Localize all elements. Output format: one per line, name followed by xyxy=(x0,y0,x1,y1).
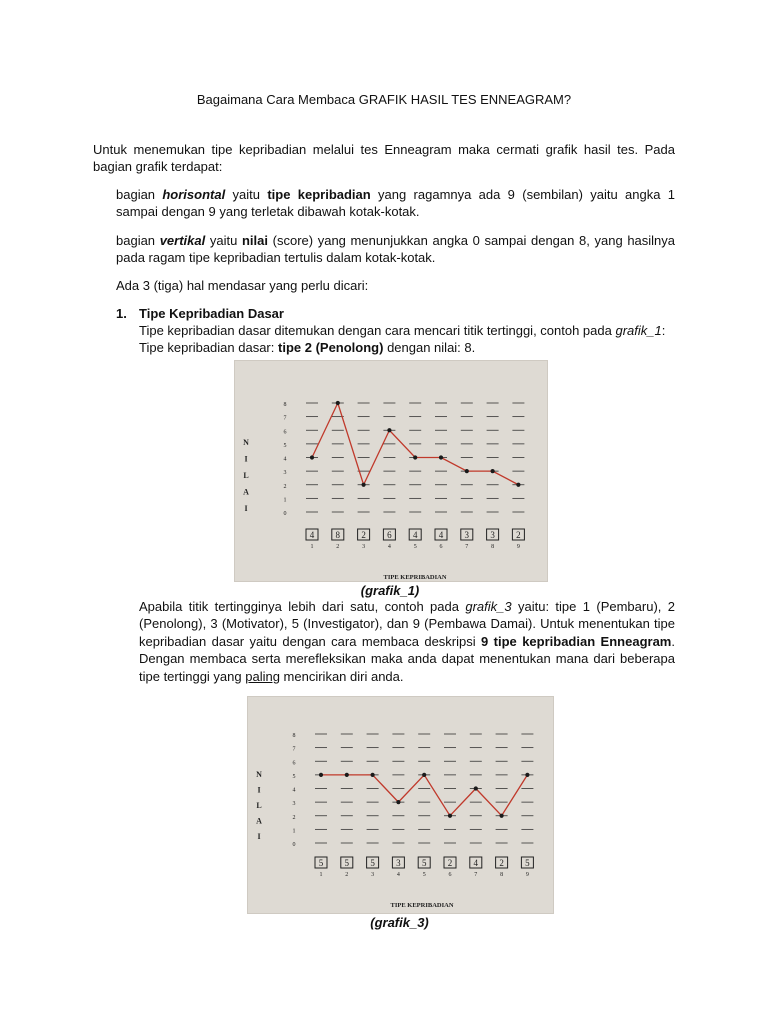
fundamentals-intro: Ada 3 (tiga) hal mendasar yang perlu dicari: xyxy=(116,278,369,293)
chart-photo-grafik-3 xyxy=(247,696,554,914)
figure-reference: grafik_1 xyxy=(615,323,662,338)
keyword-vertikal: vertikal xyxy=(159,233,206,248)
y-axis-label-letter: I xyxy=(244,454,248,464)
multiple-highest-paragraph xyxy=(139,598,675,685)
keyword-tipe-kepribadian: tipe kepribadian xyxy=(267,187,371,202)
data-point xyxy=(516,483,520,487)
score-box-value: 2 xyxy=(516,530,521,540)
data-point xyxy=(474,786,478,790)
y-axis-label-letter: I xyxy=(244,504,248,513)
x-tick-label: 1 xyxy=(310,544,314,550)
list-number: 1. xyxy=(116,306,127,321)
score-box-value: 3 xyxy=(490,530,495,540)
y-axis-label-letter: L xyxy=(256,801,262,810)
y-axis-label-letter: A xyxy=(256,816,262,826)
y-tick-label: 0 xyxy=(292,842,296,848)
y-tick-label: 5 xyxy=(292,773,296,780)
text-span: (score) yang menunjukkan angka 0 sampai dengan 8, yang hasilnya pada ragam tipe kepribadian tertulis dalam kotak-kotak. xyxy=(116,233,676,266)
data-point xyxy=(345,773,349,777)
text-span: : xyxy=(661,323,666,338)
text-span: bagian xyxy=(116,187,163,202)
x-tick-label: 2 xyxy=(336,544,340,550)
x-axis-title: TIPE KEPRIBADIAN xyxy=(383,574,447,581)
y-tick-label: 7 xyxy=(292,746,296,753)
score-box-value: 4 xyxy=(412,530,418,540)
y-tick-label: 7 xyxy=(283,415,287,422)
data-point xyxy=(491,469,495,473)
text-span: Tipe kepribadian dasar: xyxy=(139,340,278,356)
score-box-value: 5 xyxy=(318,858,324,868)
y-tick-label: 8 xyxy=(292,733,296,739)
x-tick-label: 3 xyxy=(362,544,366,550)
x-tick-label: 8 xyxy=(500,872,504,878)
y-tick-label: 8 xyxy=(283,402,287,408)
x-tick-label: 5 xyxy=(413,544,417,550)
data-point xyxy=(448,814,452,818)
score-box-value: 5 xyxy=(370,858,375,868)
x-tick-label: 7 xyxy=(465,544,469,550)
text-span: mencirikan diri anda. xyxy=(279,668,404,684)
x-tick-label: 7 xyxy=(474,872,478,878)
score-box-value: 4 xyxy=(309,530,315,540)
y-tick-label: 3 xyxy=(283,470,287,477)
data-point xyxy=(319,773,323,777)
y-axis-label-letter: I xyxy=(257,785,261,795)
y-tick-label: 1 xyxy=(292,828,296,835)
keyword-nilai: nilai xyxy=(241,233,268,248)
keyword-horisontal: horisontal xyxy=(162,187,226,202)
data-point xyxy=(336,401,340,405)
list-item-title: Tipe Kepribadian Dasar xyxy=(139,306,284,321)
data-point xyxy=(310,455,314,459)
score-box-value: 2 xyxy=(361,530,366,540)
data-point xyxy=(525,773,529,777)
y-tick-label: 2 xyxy=(292,814,296,821)
chart-photo-grafik-1 xyxy=(234,360,548,582)
score-box-value: 4 xyxy=(473,858,479,868)
highlight-type: tipe 2 (Penolong) xyxy=(278,340,384,356)
data-point xyxy=(371,773,375,777)
text-span: yaitu xyxy=(205,233,242,248)
data-point xyxy=(422,773,426,777)
y-axis-label-letter: N xyxy=(256,770,262,779)
text-span: bagian xyxy=(116,233,160,248)
data-point xyxy=(387,428,391,432)
score-box-value: 2 xyxy=(447,858,453,868)
y-axis-label-letter: N xyxy=(243,438,249,447)
data-point xyxy=(413,455,417,459)
text-span: Apabila titik tertingginya lebih dari satu, contoh pada xyxy=(139,599,466,614)
x-tick-label: 5 xyxy=(422,872,426,878)
x-tick-label: 8 xyxy=(491,544,495,550)
y-axis-label-letter: A xyxy=(243,487,249,497)
y-tick-label: 2 xyxy=(283,483,287,490)
x-tick-label: 1 xyxy=(319,872,323,878)
score-box-value: 5 xyxy=(525,858,530,868)
data-point xyxy=(396,800,400,804)
data-point xyxy=(500,814,504,818)
y-tick-label: 6 xyxy=(292,760,296,767)
data-point xyxy=(362,483,366,487)
highlight-nine-types: 9 tipe kepribadian Enneagram xyxy=(481,633,672,649)
text-span: yaitu: tipe 1 (Pembaru), 2 (Penolong), 3 (Motivator), 5 (Investigator), dan 9 (Pembawa Damai). Untuk menentukan tipe kepribadian dasar yaitu dengan cara membaca deskripsi xyxy=(139,599,675,649)
score-box-value: 5 xyxy=(421,858,427,868)
text-span: Tipe kepribadian dasar ditemukan dengan cara mencari titik tertinggi, contoh pada xyxy=(139,323,616,338)
caption-grafik-1: (grafik_1) xyxy=(360,583,420,598)
figure-reference: grafik_3 xyxy=(465,599,512,614)
y-tick-label: 0 xyxy=(283,511,287,517)
list-item-description xyxy=(139,322,675,357)
text-span: . Dengan membaca serta merefleksikan maka anda dapat menentukan mana dari beberapa tipe tertinggi yang xyxy=(139,633,675,684)
score-box-value: 2 xyxy=(499,858,504,868)
text-span: dengan nilai: 8. xyxy=(383,340,476,356)
y-axis-label-letter: L xyxy=(243,471,249,480)
caption-grafik-3: (grafik_3) xyxy=(370,915,429,930)
text-span: yaitu xyxy=(225,187,268,202)
y-axis-label-letter: I xyxy=(257,832,261,841)
x-tick-label: 6 xyxy=(448,872,452,878)
score-box-value: 5 xyxy=(344,858,350,868)
x-tick-label: 4 xyxy=(396,872,400,878)
x-tick-label: 6 xyxy=(439,544,443,550)
x-tick-label: 2 xyxy=(345,872,349,878)
document-title: Bagaimana Cara Membaca GRAFIK HASIL TES ENNEAGRAM? xyxy=(196,92,572,107)
x-tick-label: 4 xyxy=(387,544,391,550)
x-axis-title: TIPE KEPRIBADIAN xyxy=(390,902,454,909)
y-tick-label: 4 xyxy=(283,456,287,463)
score-box-value: 3 xyxy=(464,530,470,540)
y-tick-label: 1 xyxy=(283,497,287,504)
x-tick-label: 9 xyxy=(525,872,529,878)
score-box-value: 8 xyxy=(335,530,341,540)
underlined-word: paling xyxy=(245,668,280,684)
intro-paragraph: Untuk menemukan tipe kepribadian melalui tes Enneagram maka cermati grafik hasil tes. Pada bagian grafik terdapat: xyxy=(93,142,675,175)
y-tick-label: 3 xyxy=(292,801,296,808)
y-tick-label: 5 xyxy=(283,442,287,449)
score-box-value: 3 xyxy=(396,858,401,868)
score-box-value: 4 xyxy=(438,530,444,540)
chart-grafik-3 xyxy=(248,697,553,913)
y-tick-label: 4 xyxy=(292,787,296,794)
data-point xyxy=(439,455,443,459)
y-tick-label: 6 xyxy=(283,429,287,436)
x-tick-label: 3 xyxy=(371,872,375,878)
score-box-value: 6 xyxy=(387,530,392,540)
data-point xyxy=(465,469,469,473)
series-line xyxy=(321,775,527,816)
chart-grafik-1 xyxy=(235,361,547,581)
vertical-description xyxy=(116,232,675,267)
text-span: yang ragamnya ada 9 (sembilan) yaitu angka 1 sampai dengan 9 yang terletak dibawah kotak-kotak. xyxy=(116,187,675,220)
x-tick-label: 9 xyxy=(516,544,520,550)
horizontal-description xyxy=(116,186,675,221)
